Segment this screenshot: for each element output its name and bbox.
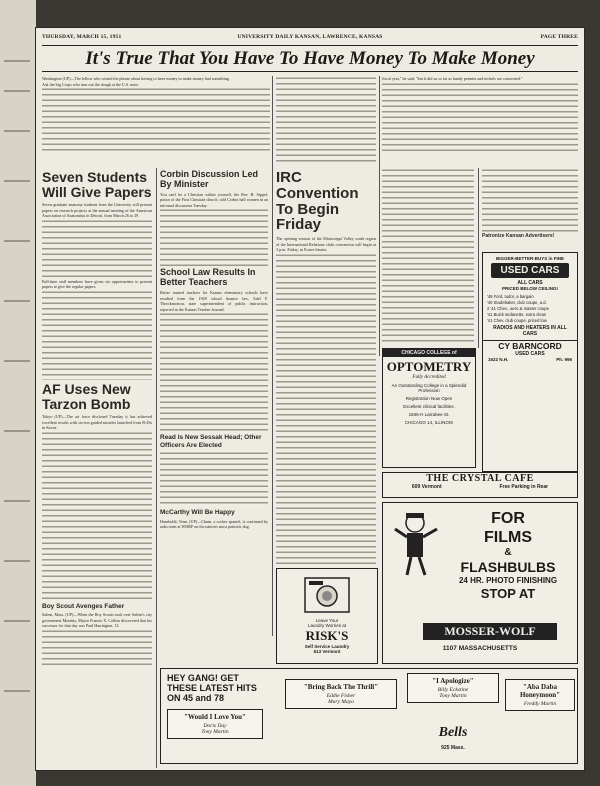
mosser-line: &	[504, 547, 512, 559]
mosser-wolf-ad	[382, 502, 578, 664]
sessak-headline: Read Is New Sessak Head; Other Officers Are Elected	[160, 434, 262, 449]
used-car-item: '40 Studebaker, club coupe, a.d.	[487, 300, 547, 305]
boy-lede: Salem, Mass. (UP)—When the Boy Scouts took over Salem's city government Monday, Mayor Francis X. Collins discovered that his successor for that day was Paul Harrington, 13.	[42, 612, 152, 629]
risks-address: 613 Vermont	[313, 649, 341, 654]
crystal-parking: Free Parking in Rear	[499, 484, 549, 490]
optometry-line: Registration Now Open	[405, 396, 453, 401]
crystal-cafe-ad	[382, 472, 578, 498]
previous-page-edge	[0, 0, 36, 786]
lead-story-note: Ask the big Crops who turn out the dough at the U.S. mint.	[42, 81, 139, 87]
hits-store: Bells	[438, 725, 468, 740]
mosser-line: 24 HR. PHOTO FINISHING	[458, 576, 558, 586]
irc-headline: IRC Convention To Begin Friday	[276, 169, 359, 234]
song-artists: Doris Day Tony Martin	[201, 723, 229, 735]
song-box	[167, 709, 263, 739]
used-cars-title: USED CARS	[491, 263, 569, 278]
mosser-address: 1107 MASSACHUSETTS	[442, 645, 518, 652]
column-1	[42, 168, 152, 768]
optometry-line: CHICAGO 14, ILLINOIS	[404, 420, 454, 425]
money-story	[382, 76, 578, 162]
corbin-headline: Corbin Discussion Led By Minister	[160, 169, 259, 189]
used-car-item: '41 Chev. club coupe, priced low	[487, 318, 547, 323]
risks-line1: Leave Your	[315, 618, 339, 623]
mosser-name: MOSSER-WOLF	[423, 623, 557, 640]
cartoon-man-icon	[389, 509, 445, 579]
washing-machine-icon	[297, 572, 357, 614]
school-lede: Better trained teachers for Kansas elementary schools have resulted from the 1949 school finance law, Adel F. Throckmorton, state superintendent of public instruction, reported in the Kansas Teacher Journal.	[160, 290, 268, 312]
song-title: "I Apologize"	[432, 677, 474, 685]
used-cars-sub2: PRICED BELOW CEILING!	[502, 286, 558, 291]
masthead-date: THURSDAY, MARCH 15, 1951	[42, 34, 122, 40]
used-cars-banner: BIGGER-BETTER-BUYS in FINE	[495, 256, 564, 261]
seven-lede: Seven graduate anatomy students from the University will present papers on research projects at the annual meeting of the American Association of Anatomists in Detroit, from March 26 to 29.	[42, 202, 152, 219]
optometry-sub: Fully Accredited	[412, 375, 446, 380]
optometry-lines	[383, 383, 475, 425]
song-box	[285, 679, 397, 709]
song-box	[407, 673, 499, 703]
irc-lede: The opening session of the Mississippi Valley south region of the International Relations clubs convention will begin at 3 p.m. Friday, in Fraser theater.	[276, 236, 376, 253]
lead-story-cont	[276, 76, 376, 162]
radios-line: RADIOS AND HEATERS IN ALL CARS	[493, 325, 567, 337]
hits-title: HEY GANG! GET THESE LATEST HITS ON 45 and 78	[167, 673, 257, 703]
lead-story-intro: Washington (UP)—The fellow who coined the phrase about having to have money to make money had something.	[42, 76, 230, 81]
af-headline: AF Uses New Tarzon Bomb	[42, 380, 131, 412]
risks-laundry-ad	[276, 568, 378, 664]
song-title: "Would I Love You"	[184, 713, 246, 721]
af-lede: Tokyo (UP)—The air force disclosed Tuesday it has achieved excellent results with six-ton guided missiles launched from B-29s in Korea.	[42, 414, 152, 431]
lead-story	[42, 76, 270, 162]
optometry-top: CHICAGO COLLEGE of	[383, 349, 475, 357]
dealer-sub: USED CARS	[515, 351, 545, 357]
masthead-paper: UNIVERSITY DAILY KANSAN, LAWRENCE, KANSAS	[237, 34, 383, 40]
risks-line2: Laundry Worries at	[308, 623, 346, 628]
mccarthy-headline: McCarthy Will Be Happy	[160, 509, 235, 517]
mosser-line: FLASHBULBS	[460, 559, 556, 576]
song-artists: Eddie Fisher Mary Mayo	[326, 693, 356, 705]
school-headline: School Law Results In Better Teachers	[160, 267, 256, 288]
dealer-phone: Ph. 996	[556, 357, 572, 362]
used-car-item: '41 Buick sedanette, extra clean	[487, 312, 547, 317]
used-car-item: '49 Ford, tudor, a bargain	[487, 294, 534, 299]
corbin-lede: You can't be a Christian within yourself, the Rev. H. Sippel, pastor of the First Christian church, told Corbin hall women in an informal discussion Tuesday.	[160, 191, 268, 208]
risks-line3: Self Service Laundry	[304, 644, 350, 649]
hits-address: 925 Mass.	[441, 745, 465, 751]
seven-sub: Full-time staff members have given six opportunities to present papers to give the regular papers.	[42, 278, 152, 290]
optometry-line: 1845-H Larrabee St.	[408, 412, 450, 417]
dealer-name: CY BARNCORD	[483, 340, 577, 351]
mosser-line: FILMS	[484, 529, 532, 547]
newspaper-page	[36, 28, 584, 770]
song-title: "Bring Back The Thrill"	[303, 683, 379, 691]
song-artists: Billy Eckstine Tony Martin	[437, 687, 469, 699]
song-artists: Freddy Martin	[523, 701, 557, 707]
optometry-line: Excellent clinical facilities.	[403, 404, 455, 409]
optometry-line: An Outstanding College in a Splendid Profession	[391, 383, 467, 393]
column-3	[276, 168, 376, 568]
masthead	[42, 34, 578, 46]
crystal-title: THE CRYSTAL CAFE	[426, 473, 534, 484]
boy-headline: Boy Scout Avenges Father	[42, 602, 125, 610]
optometry-ad	[382, 348, 476, 468]
crystal-address: 609 Vermont	[411, 484, 442, 490]
masthead-page: PAGE THREE	[540, 34, 578, 40]
mccarthy-lede: Humboldt, Tenn. (UP)—Chum, a cocker spaniel, is continued by radio men at WHRF on the nation's most patriotic dog.	[160, 518, 268, 530]
main-headline: It's True That You Have To Have Money To Make Money	[42, 48, 578, 72]
seven-headline: Seven Students Will Give Papers	[42, 169, 152, 200]
song-box	[505, 679, 575, 711]
risks-name: RISK'S	[305, 628, 349, 643]
money-story-lede: fiscal year," he said, "but it did us so far as handy pennies and nickels are concerned."	[382, 76, 523, 81]
patronize-note: Patronize Kansan Advertisers!	[482, 233, 555, 239]
column-2	[160, 168, 268, 638]
hits-ad	[160, 668, 578, 764]
used-cars-sub: ALL CARS	[517, 280, 543, 286]
optometry-title: OPTOMETRY	[386, 359, 472, 374]
mosser-lines	[443, 509, 573, 601]
column-4	[382, 168, 474, 343]
dealer-address: 1622 N.H.	[488, 357, 509, 362]
song-title: "Aba Daba Honeymoon"	[519, 683, 561, 699]
mosser-line: STOP AT	[480, 585, 536, 601]
used-cars-ad	[482, 252, 578, 472]
used-car-item: 2 '41 Chev., aero & master coupe	[487, 306, 549, 311]
column-5	[482, 168, 578, 248]
mosser-line: FOR	[491, 510, 525, 527]
used-cars-list	[483, 291, 577, 325]
